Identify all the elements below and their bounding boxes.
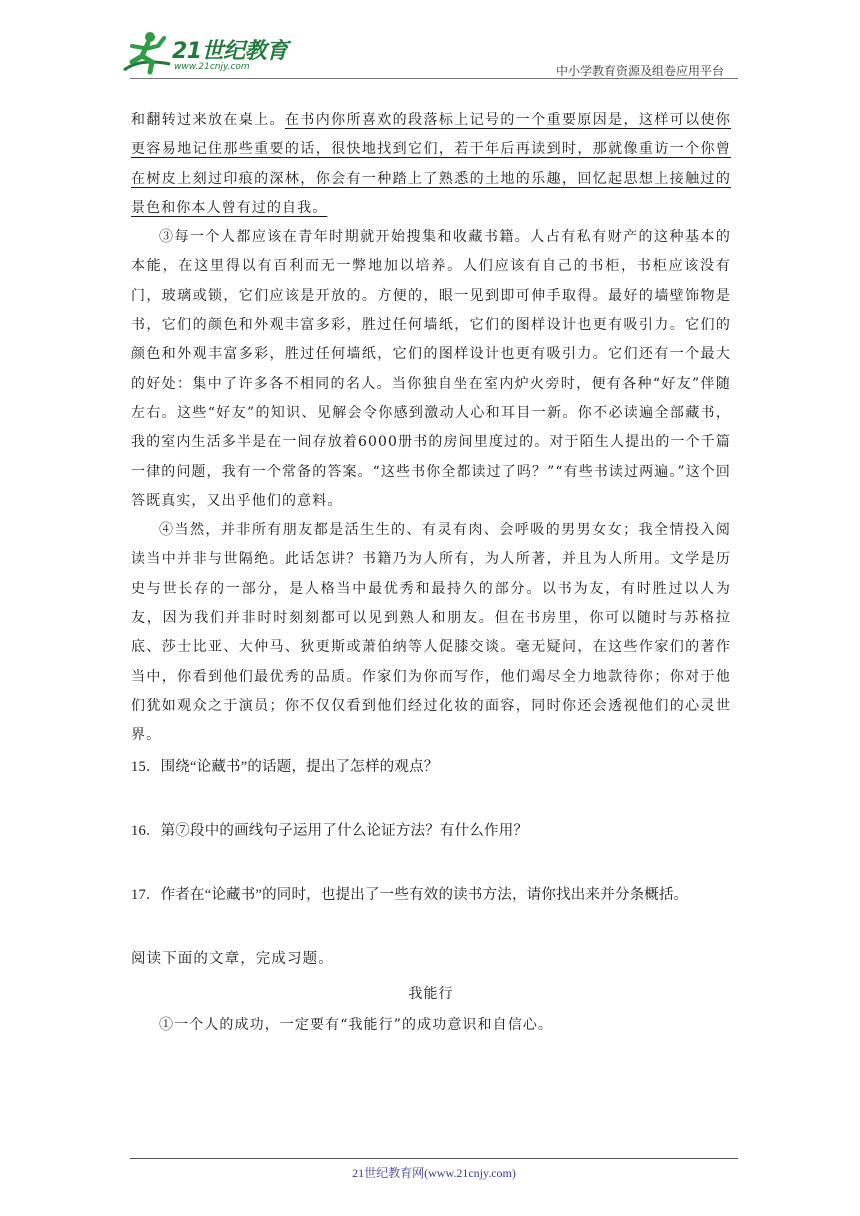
site-logo[interactable]: [120, 28, 290, 78]
runner-icon: [120, 28, 176, 78]
logo-wordmark: 21世纪教育: [172, 39, 288, 64]
paragraph-4: ④当然，并非所有朋友都是活生生的、有灵有肉、会呼吸的男男女女；我全情投入阅读当中并非与世隔绝。此话怎讲？书籍乃为人所有，为人所著，并且为人所用。文学是历史与世长存的一部分，是人格当中最优秀和最持久的部分。以书为友，有时胜过以人为友，因为我们并非时时刻刻都可以见到熟人和朋友。但在书房里，你可以随时与苏格拉底、莎士比亚、大仲马、狄更斯或萧伯纳等人促膝交谈。毫无疑问，在这些作家们的著作当中，你看到他们最优秀的品质。作家们为你而写作，他们竭尽全力地款待你；你对于他们犹如观众之于演员；你不仅仅看到他们经过化妆的面容，同时你还会透视他们的心灵世界。: [131, 522, 731, 744]
plain-text: 和翻转过来放在桌上。: [131, 112, 285, 128]
logo-url: www.21cnjy.com: [174, 62, 250, 72]
question-17: 17．作者在“论藏书”的同时，也提出了一些有效的读书方法，请你找出来并分条概括。: [131, 887, 689, 904]
question-15: 15．围绕“论藏书”的话题，提出了怎样的观点？: [131, 758, 439, 775]
question-16: 16．第⑦段中的画线句子运用了什么论证方法？有什么作用？: [131, 822, 529, 839]
header-divider: [130, 78, 738, 79]
paragraph-continuation: [131, 106, 731, 223]
article-title: 我能行: [408, 985, 454, 1002]
document-body: [131, 106, 731, 1040]
footer-divider: [130, 1158, 738, 1159]
paragraph-3: ③每一个人都应该在青年时期就开始搜集和收藏书籍。人占有私有财产的这种基本的本能，在这里得以有百利而无一弊地加以培养。人们应该有自己的书柜，书柜应该没有门，玻璃或锁，它们应该是开放的。方便的，眼一见到即可伸手取得。最好的墙壁饰物是书，它们的颜色和外观丰富多彩，胜过任何墙纸，它们的图样设计也更有吸引力。它们的颜色和外观丰富多彩，胜过任何墙纸，它们的图样设计也更有吸引力。它们还有一个最大的好处：集中了许多各不相同的名人。当你独自坐在室内炉火旁时，便有各种“好友”伴随左右。这些“好友”的知识、见解会令你感到激动人心和耳目一新。你不必读遍全部藏书，我的室内生活多半是在一间存放着6000册书的房间里度过的。对于陌生人提出的一个千篇一律的问题，我有一个常备的答案。“这些书你全都读过了吗？”“有些书读过两遍。”这个回答既真实，又出乎他们的意料。: [131, 229, 731, 509]
underlined-sentence: 在书内你所喜欢的段落标上记号的一个重要原因是，这样可以使你更容易地记住那些重要的话，很快地找到它们，若干年后再读到时，那就像重访一个你曾在树皮上刻过印痕的深林，你会有一种踏上了熟悉的土地的乐趣，回忆起思想上接触过的景色和你本人曾有过的自我。: [131, 112, 731, 216]
reading-instruction: 阅读下面的文章，完成习题。: [131, 951, 334, 968]
article-paragraph-1: ①一个人的成功，一定要有“我能行”的成功意识和自信心。: [159, 1017, 554, 1034]
page-header: [120, 28, 740, 82]
footer-link[interactable]: 21世纪教育网(www.21cnjy.com): [352, 1166, 516, 1180]
header-platform-name: 中小学教育资源及组卷应用平台: [555, 64, 724, 78]
